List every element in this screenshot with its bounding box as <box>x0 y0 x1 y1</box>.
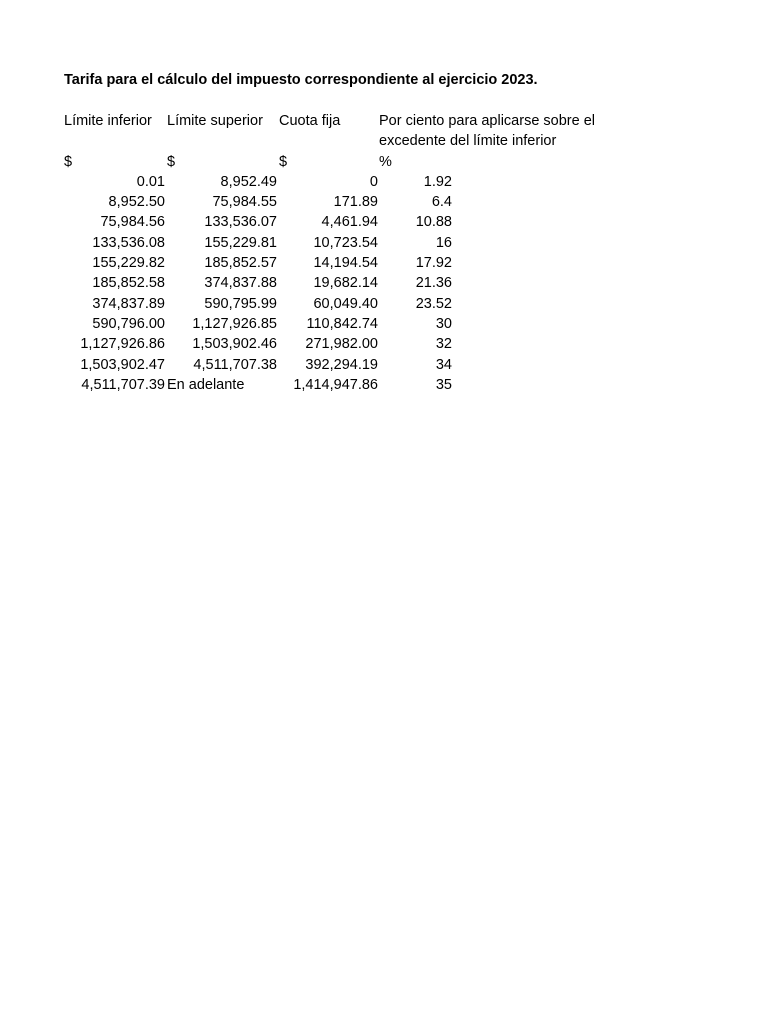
cell-limite-inferior: 133,536.08 <box>92 234 165 251</box>
cell-cuota-fija: 14,194.54 <box>313 255 378 272</box>
cell-por-ciento: 34 <box>435 356 452 373</box>
table-row <box>64 294 452 314</box>
cell-cuota-fija: 392,294.19 <box>305 356 378 373</box>
cell-cuota-fija: 110,842.74 <box>306 315 378 332</box>
cell-por-ciento: 21.36 <box>415 275 452 292</box>
cell-limite-superior: 8,952.49 <box>220 173 277 190</box>
unit-por-ciento: % <box>379 153 392 170</box>
table-row <box>64 273 452 293</box>
unit-limite-superior: $ <box>167 153 176 170</box>
cell-por-ciento: 6.4 <box>431 194 452 211</box>
cell-limite-inferior: 1,127,926.86 <box>80 336 165 353</box>
cell-cuota-fija: 171.89 <box>333 194 378 211</box>
cell-por-ciento: 17.92 <box>415 255 452 272</box>
cell-por-ciento: 35 <box>435 376 452 393</box>
cell-cuota-fija: 10,723.54 <box>313 234 378 251</box>
table-row <box>64 233 452 253</box>
cell-limite-inferior: 8,952.50 <box>108 194 165 211</box>
table-row <box>64 253 452 273</box>
table-header-row <box>64 111 452 131</box>
cell-limite-superior: 1,127,926.85 <box>192 315 277 332</box>
cell-limite-superior: 133,536.07 <box>204 214 277 231</box>
table-row <box>64 192 452 212</box>
page-title: Tarifa para el cálculo del impuesto correspondiente al ejercicio 2023. <box>64 72 538 88</box>
cell-limite-superior: 75,984.55 <box>212 194 277 211</box>
cell-cuota-fija: 4,461.94 <box>321 214 378 231</box>
cell-limite-inferior: 374,837.89 <box>92 295 165 312</box>
table-units-row <box>64 152 452 172</box>
cell-limite-superior: 185,852.57 <box>204 255 277 272</box>
cell-cuota-fija: 1,414,947.86 <box>293 376 378 393</box>
table-row <box>64 212 452 232</box>
tax-rate-table <box>64 111 596 395</box>
cell-limite-superior: 590,795.99 <box>204 295 277 312</box>
unit-limite-inferior: $ <box>64 153 73 170</box>
cell-por-ciento: 30 <box>435 315 452 332</box>
cell-limite-inferior: 4,511,707.39 <box>81 376 165 393</box>
cell-limite-superior: 4,511,707.38 <box>193 356 277 373</box>
table-row <box>64 172 452 192</box>
cell-cuota-fija: 60,049.40 <box>313 295 378 312</box>
table-row <box>64 314 452 334</box>
unit-cuota-fija: $ <box>279 153 288 170</box>
cell-limite-inferior: 185,852.58 <box>92 275 165 292</box>
cell-por-ciento: 23.52 <box>415 295 452 312</box>
cell-cuota-fija: 19,682.14 <box>313 275 378 292</box>
cell-limite-inferior: 155,229.82 <box>92 255 165 272</box>
table-row <box>64 375 452 395</box>
table-row <box>64 355 452 375</box>
cell-por-ciento: 10.88 <box>415 214 452 231</box>
cell-limite-inferior: 1,503,902.47 <box>80 356 165 373</box>
header-limite-inferior: Límite inferior <box>64 113 152 129</box>
cell-por-ciento: 32 <box>435 336 452 353</box>
cell-por-ciento: 16 <box>435 234 452 251</box>
header-limite-superior: Límite superior <box>167 113 263 129</box>
cell-limite-superior: 1,503,902.46 <box>192 336 277 353</box>
cell-cuota-fija: 0 <box>369 173 378 190</box>
header-por-ciento: Por ciento para aplicarse sobre el excedente del límite inferior <box>379 113 596 150</box>
cell-por-ciento: 1.92 <box>423 173 452 190</box>
table-row <box>64 334 452 354</box>
cell-limite-inferior: 590,796.00 <box>92 315 165 332</box>
cell-limite-inferior: 0.01 <box>136 173 165 190</box>
cell-limite-superior: 155,229.81 <box>204 234 277 251</box>
cell-limite-superior: 374,837.88 <box>204 275 277 292</box>
cell-limite-superior: En adelante <box>167 376 245 393</box>
cell-cuota-fija: 271,982.00 <box>305 336 378 353</box>
header-cuota-fija: Cuota fija <box>279 113 341 129</box>
cell-limite-inferior: 75,984.56 <box>100 214 165 231</box>
